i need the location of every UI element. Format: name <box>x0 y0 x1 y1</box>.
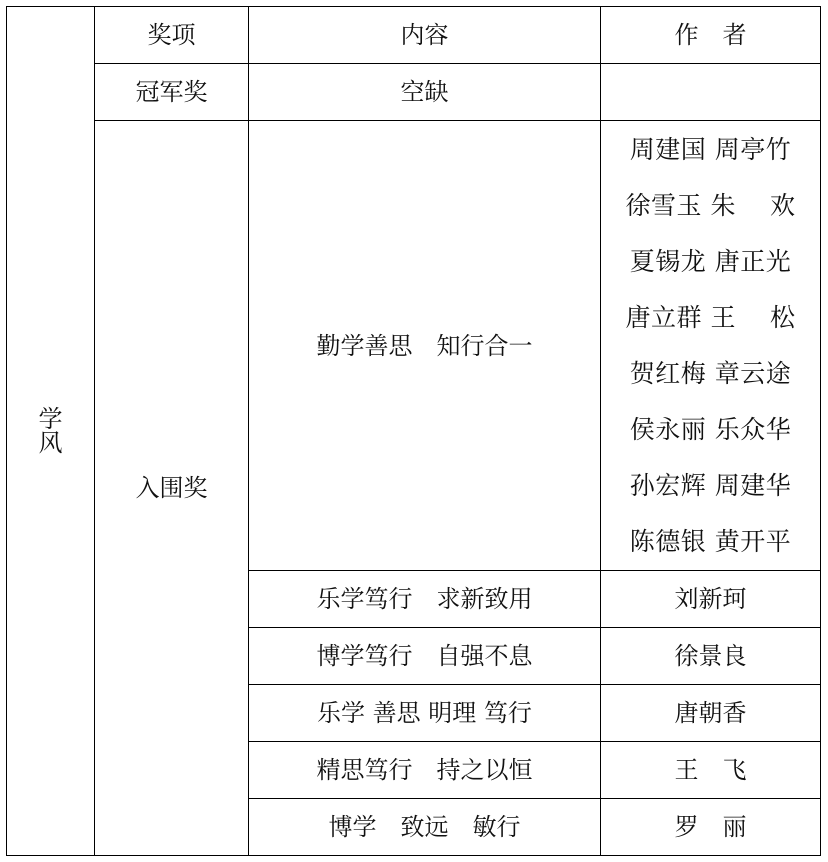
author-line: 侯永丽 乐众华 <box>629 414 792 444</box>
author-line: 唐立群 王 松 <box>625 302 796 332</box>
entry-author: 唐朝香 <box>601 685 821 742</box>
main-entry-content: 勤学善思 知行合一 <box>249 121 601 571</box>
author-line: 周建国 周亭竹 <box>629 134 792 164</box>
category-char-2: 风 <box>38 429 63 457</box>
author-line: 徐雪玉 朱 欢 <box>625 190 796 220</box>
entry-content: 乐学 善思 明理 笃行 <box>249 685 601 742</box>
entry-author: 王 飞 <box>601 742 821 799</box>
entry-content: 乐学笃行 求新致用 <box>249 571 601 628</box>
category-cell <box>7 7 95 856</box>
entry-author: 刘新珂 <box>601 571 821 628</box>
entry-content: 博学 致远 敏行 <box>249 799 601 856</box>
entry-content: 博学笃行 自强不息 <box>249 628 601 685</box>
header-content: 内容 <box>249 7 601 64</box>
header-award: 奖项 <box>95 7 249 64</box>
author-line: 陈德银 黄开平 <box>629 526 792 556</box>
author-line: 夏锡龙 唐正光 <box>629 246 792 276</box>
main-entry-authors <box>601 121 821 571</box>
entry-author: 罗 丽 <box>601 799 821 856</box>
shortlist-main-row <box>7 121 821 571</box>
header-row <box>7 7 821 64</box>
header-author: 作 者 <box>601 7 821 64</box>
champion-content: 空缺 <box>249 64 601 121</box>
category-char-1: 学 <box>38 405 63 433</box>
author-line: 贺红梅 章云途 <box>629 358 792 388</box>
author-line: 孙宏辉 周建华 <box>629 470 792 500</box>
shortlist-award: 入围奖 <box>95 121 249 856</box>
champion-author <box>601 64 821 121</box>
champion-award: 冠军奖 <box>95 64 249 121</box>
entry-author: 徐景良 <box>601 628 821 685</box>
awards-table <box>6 6 821 856</box>
entry-content: 精思笃行 持之以恒 <box>249 742 601 799</box>
champion-row <box>7 64 821 121</box>
